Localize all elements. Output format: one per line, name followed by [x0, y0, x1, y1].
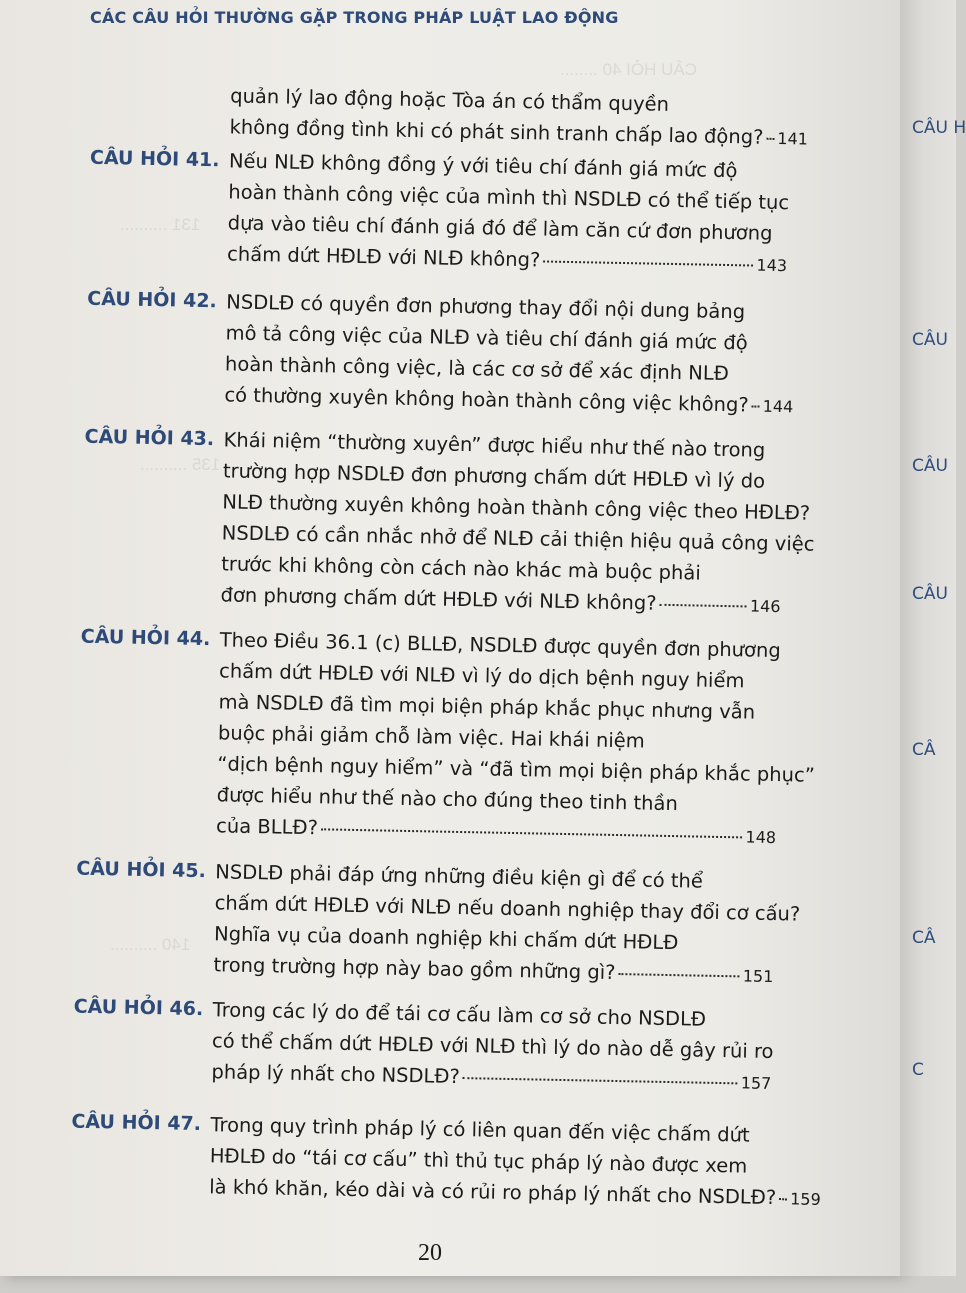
question-line: hoàn thành công việc, là các cơ sở để xác định NLĐ	[224, 352, 730, 386]
question-text	[215, 624, 816, 852]
page-reference[interactable]: 144	[762, 396, 794, 417]
dot-leader	[463, 1077, 738, 1084]
question-text	[211, 994, 773, 1098]
question-line: hoàn thành công việc của mình thì NSDLĐ có thể tiếp tục	[228, 180, 790, 215]
question-line: Trong quy trình pháp lý có liên quan đến việc chấm dứt	[210, 1113, 750, 1147]
page-reference[interactable]: 143	[756, 255, 788, 276]
page-reference[interactable]: 151	[742, 966, 774, 987]
right-page-heading-fragment: C	[912, 1060, 924, 1080]
toc-entry[interactable]	[0, 990, 881, 1094]
right-page-heading-fragment: CÂ	[912, 928, 936, 948]
question-line: quản lý lao động hoặc Tòa án có thẩm quyền	[229, 84, 670, 116]
question-line: NSDLĐ có quyền đơn phương thay đổi nội dung bảng	[226, 290, 746, 324]
toc-entry[interactable]	[0, 76, 898, 149]
question-line-text: của BLLĐ?	[215, 814, 319, 840]
question-line: HĐLĐ do “tái cơ cấu” thì thủ tục pháp lý nào được xem	[209, 1144, 748, 1178]
question-line: có thể chấm dứt HĐLĐ với NLĐ thì lý do nào dễ gây rủi ro	[211, 1029, 774, 1064]
question-line: NLĐ thường xuyên không hoàn thành công việc theo HĐLĐ?	[222, 490, 811, 525]
bleed-through-text: 135 ..........	[140, 455, 221, 474]
question-line-text: pháp lý nhất cho NSDLĐ?	[211, 1060, 461, 1089]
page-reference[interactable]: 146	[749, 596, 781, 617]
question-text	[209, 1109, 821, 1213]
dot-leader	[779, 1198, 787, 1200]
question-line: chấm dứt HĐLĐ với NLĐ vì lý do dịch bệnh nguy hiểm	[218, 659, 745, 693]
question-label: CÂU HỎI 46.	[73, 995, 204, 1021]
question-line: “dịch bệnh nguy hiểm” và “đã tìm mọi biện pháp khắc phục”	[217, 752, 816, 787]
question-line: NSDLĐ có cần nhắc nhở để NLĐ cải thiện hiệu quả công việc	[221, 521, 815, 556]
question-label: CÂU HỎI 42.	[87, 287, 217, 313]
question-line-text: có thường xuyên không hoàn thành công việc không?	[224, 383, 749, 417]
bleed-through-text: 140 ..........	[110, 935, 191, 954]
page-reference[interactable]: 141	[777, 128, 809, 149]
question-line: Theo Điều 36.1 (c) BLLĐ, NSDLĐ được quyền đơn phương	[219, 628, 781, 663]
question-text	[220, 424, 815, 621]
question-label: CÂU HỎI 44.	[80, 625, 211, 651]
right-page-heading-fragment: CÂU	[912, 456, 948, 476]
question-text	[224, 286, 794, 421]
book-page-right-edge	[900, 0, 966, 1276]
question-line: chấm dứt HĐLĐ với NLĐ nếu doanh nghiệp thay đổi cơ cấu?	[214, 891, 801, 926]
page-reference[interactable]: 159	[790, 1189, 821, 1209]
dot-leader	[618, 973, 739, 977]
question-label: CÂU HỎI 43.	[84, 425, 215, 451]
question-line: dựa vào tiêu chí đánh giá đó để làm căn cứ đơn phương	[227, 211, 773, 245]
dot-leader	[766, 138, 774, 140]
dot-leader	[543, 260, 753, 266]
question-line: trường hợp NSDLĐ đơn phương chấm dứt HĐLĐ vì lý do	[222, 459, 766, 493]
toc-entry[interactable]	[0, 282, 894, 417]
bleed-through-text: 131 ..........	[120, 215, 201, 234]
dot-leader	[752, 406, 760, 408]
question-line: Khái niệm “thường xuyên” được hiểu như thế nào trong	[223, 428, 766, 462]
right-page-heading-fragment: CÂU	[912, 584, 948, 604]
right-page-heading-fragment: CÂ	[912, 740, 936, 760]
dot-leader	[321, 828, 743, 838]
question-line: được hiểu như thế nào cho đúng theo tinh thần	[216, 783, 679, 816]
question-line-text: trong trường hợp này bao gồm những gì?	[213, 953, 616, 984]
question-line: Trong các lý do để tái cơ cấu làm cơ sở cho NSDLĐ	[212, 998, 707, 1031]
right-page-heading-fragment: CÂU H	[912, 118, 966, 138]
running-header: CÁC CÂU HỎI THƯỜNG GẶP TRONG PHÁP LUẬT LAO ĐỘNG	[90, 8, 619, 27]
question-text	[213, 856, 801, 991]
question-text	[229, 80, 809, 153]
question-line-text: chấm dứt HĐLĐ với NLĐ không?	[226, 242, 541, 272]
toc-entry[interactable]	[0, 620, 888, 848]
question-line: mô tả công việc của NLĐ và tiêu chí đánh giá mức độ	[225, 321, 748, 355]
page-number: 20	[418, 1240, 442, 1266]
dot-leader	[660, 604, 747, 608]
question-label: CÂU HỎI 47.	[71, 1110, 202, 1136]
question-line-text: không đồng tình khi có phát sinh tranh chấp lao động?	[229, 115, 764, 149]
question-label: CÂU HỎI 45.	[76, 857, 207, 883]
bleed-through-text: CÂU HỎI 40 ........	[560, 60, 697, 79]
question-line-text: đơn phương chấm dứt HĐLĐ với NLĐ không?	[220, 583, 657, 615]
question-line: trước khi không còn cách nào khác mà buộc phải	[220, 552, 701, 585]
page-reference[interactable]: 148	[745, 827, 777, 848]
question-line: Nếu NLĐ không đồng ý với tiêu chí đánh giá mức độ	[228, 149, 738, 183]
page-reference[interactable]: 157	[740, 1073, 772, 1094]
question-label: CÂU HỎI 41.	[89, 146, 220, 172]
question-text	[227, 145, 789, 280]
right-page-heading-fragment: CÂU	[912, 330, 948, 350]
question-line: Nghĩa vụ của doanh nghiệp khi chấm dứt HĐLĐ	[213, 922, 679, 955]
question-line: mà NSDLĐ đã tìm mọi biện pháp khắc phục nhưng vẫn	[218, 690, 756, 724]
question-line: buộc phải giảm chỗ làm việc. Hai khái niệm	[217, 721, 646, 753]
toc-entry[interactable]	[0, 1105, 879, 1210]
question-line-text: là khó khăn, kéo dài và có rủi ro pháp lý nhất cho NSDLĐ?	[209, 1175, 777, 1210]
question-line: NSDLĐ phải đáp ứng những điều kiện gì để có thể	[215, 860, 704, 893]
